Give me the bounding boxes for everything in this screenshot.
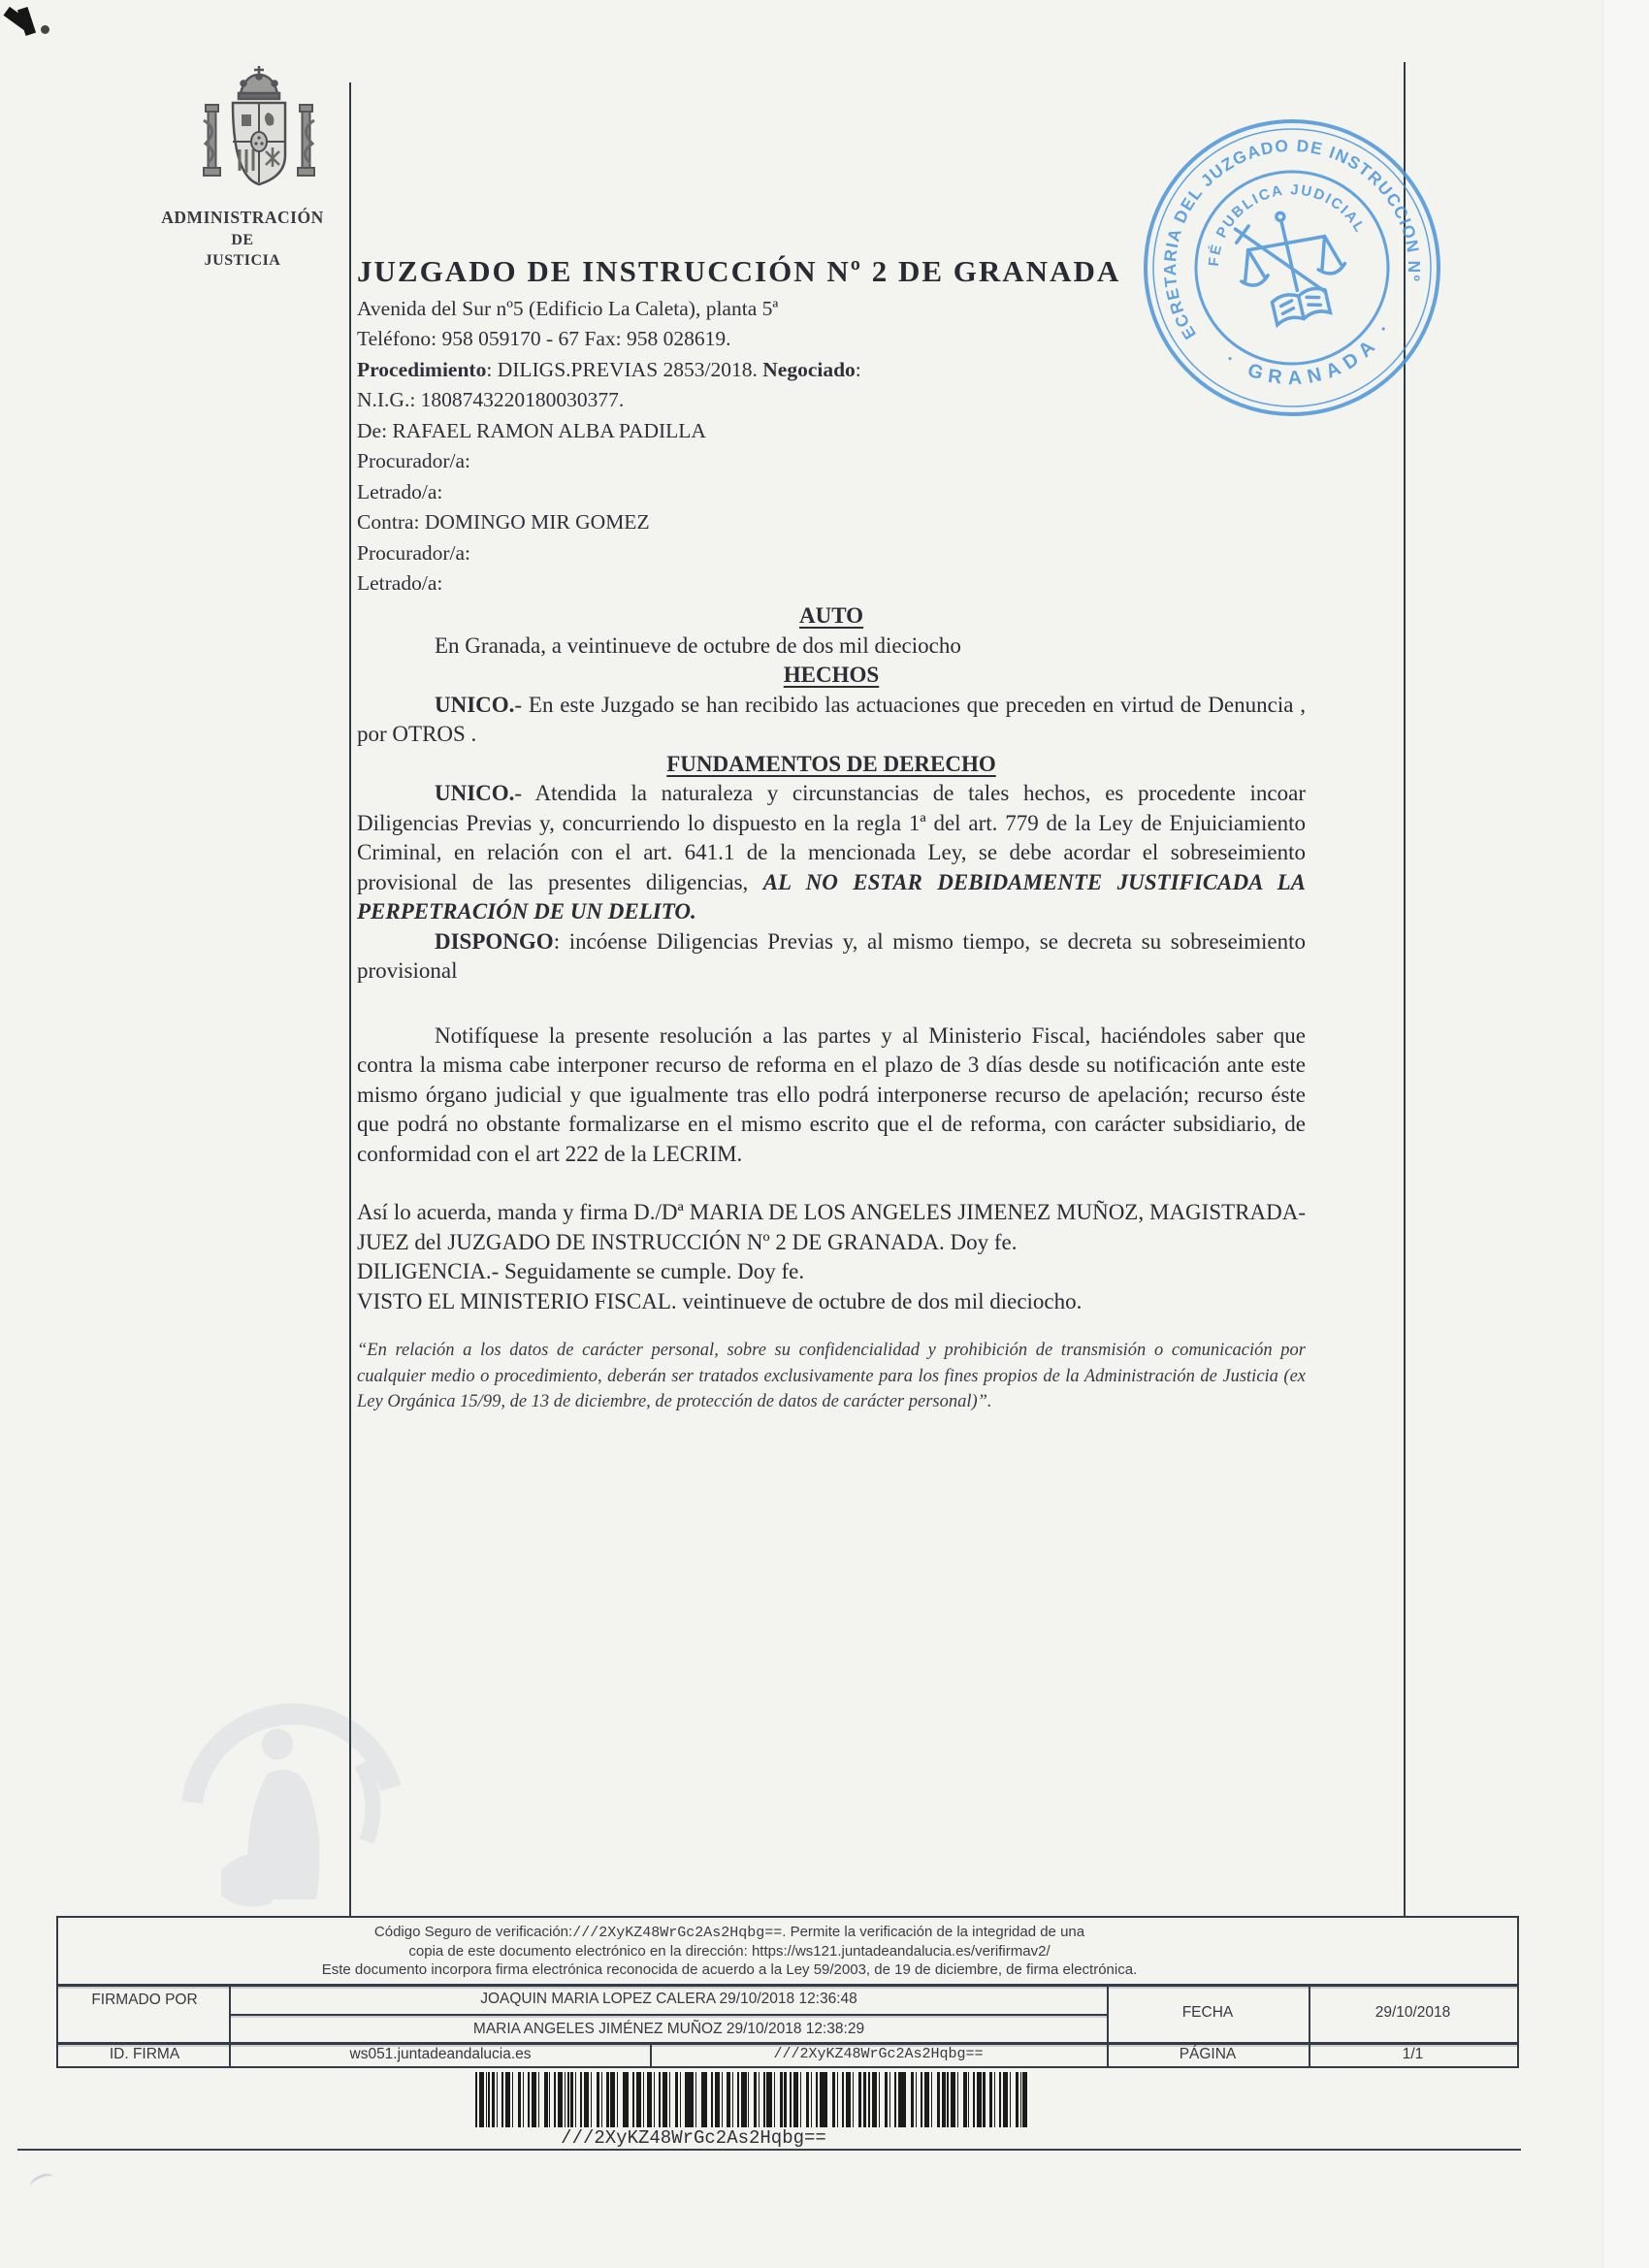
- verification-line-1: [374, 1923, 1084, 1942]
- org-name-line: ADMINISTRACIÓN: [161, 208, 324, 227]
- fundamentos-heading: [357, 750, 1306, 780]
- procurador-line: Procurador/a:: [357, 449, 471, 472]
- scan-page-edge: [1602, 0, 1649, 2268]
- auto-heading: [357, 601, 1306, 632]
- background-watermark: [153, 1579, 425, 1928]
- verification-code: ///2XyKZ48WrGc2As2Hqbg==: [572, 1925, 783, 1941]
- pagina-label: PÁGINA: [1179, 2045, 1237, 2062]
- verification-text: . Permite la verificación de la integridad de una: [782, 1924, 1085, 1940]
- id-firma-host: ws051.juntadeandalucia.es: [349, 2045, 532, 2062]
- asi-lo-acuerda-paragraph: Así lo acuerda, manda y firma D./Dª MARIA DE LOS ANGELES JIMENEZ MUÑOZ, MAGISTRADA-JUEZ del JUZGADO DE INSTRUCCIÓN Nº 2 DE GRANADA. Doy fe.: [357, 1200, 1306, 1254]
- paragraph-emphasis: AL NO ESTAR DEBIDAMENTE JUSTIFICADA LA PERPETRACIÓN DE UN DELITO.: [357, 869, 1306, 923]
- hechos-paragraph: [357, 691, 1306, 750]
- diligencia-line: DILIGENCIA.- Seguidamente se cumple. Doy fe.: [357, 1259, 805, 1283]
- court-phone-fax: Teléfono: 958 059170 - 67 Fax: 958 028619.: [357, 327, 731, 350]
- org-name-line: JUSTICIA: [204, 252, 281, 269]
- resolution-body: [357, 601, 1306, 1415]
- fundamentos-heading-text: FUNDAMENTOS DE DERECHO: [666, 751, 996, 776]
- fecha-label: FECHA: [1181, 2004, 1234, 2021]
- scan-artifact: [41, 25, 49, 34]
- date-line: En Granada, a veintinueve de octubre de dos mil dieciocho: [435, 632, 961, 658]
- verification-line-3: Este documento incorpora firma electrónica reconocida de acuerdo a la Ley 59/2003, de 19 de diciembre, de firma electrónica.: [321, 1961, 1138, 1978]
- negociado-label: Negociado: [762, 358, 856, 381]
- procurador-line: Procurador/a:: [357, 541, 471, 565]
- hechos-heading-text: HECHOS: [783, 663, 880, 687]
- visto-line: VISTO EL MINISTERIO FISCAL. veintinueve de octubre de dos mil dieciocho.: [357, 1288, 1083, 1313]
- procedure-label: Procedimiento: [357, 358, 487, 381]
- fecha-value: 29/10/2018: [1374, 2004, 1451, 2021]
- verification-text: Código Seguro de verificación:: [373, 1924, 573, 1940]
- paragraph-lead: UNICO.: [435, 781, 515, 805]
- letrado-line: Letrado/a:: [357, 571, 443, 595]
- claimant-line: De: RAFAEL RAMON ALBA PADILLA: [357, 419, 706, 442]
- scan-artifact: [17, 7, 36, 36]
- notifiquese-paragraph: Notifíquese la presente resolución a las partes y al Ministerio Fiscal, haciéndoles saber que contra la misma cabe interponer recurso de reforma en el plazo de 3 días desde su notificación ante este mismo órgano judicial y que igualmente tras ello podrá interponerse recurso de apelación; recurso éste que podrá no obstante formalizarse en el mismo escrito que el de reforma, con carácter subsidiario, de conformidad con el art 222 de la LECRIM.: [357, 1022, 1306, 1166]
- court-address: Avenida del Sur nº5 (Edificio La Caleta), planta 5ª: [357, 297, 779, 320]
- pagina-value: 1/1: [1402, 2045, 1424, 2062]
- verification-barcode: [475, 2072, 1028, 2127]
- id-firma-label: ID. FIRMA: [109, 2045, 180, 2062]
- id-firma-code: ///2XyKZ48WrGc2As2Hqbg==: [773, 2046, 984, 2062]
- letrado-line: Letrado/a:: [357, 480, 443, 503]
- procedure-value: : DILIGS.PREVIAS 2853/2018.: [486, 358, 763, 381]
- paragraph-lead: DISPONGO: [435, 928, 554, 954]
- signer-row: MARIA ANGELES JIMÉNEZ MUÑOZ 29/10/2018 12:38:29: [472, 2020, 865, 2037]
- stamp-justice-emblem: [1228, 201, 1354, 330]
- signature-verification-table: [56, 1916, 1519, 2068]
- defendant-line: Contra: DOMINGO MIR GOMEZ: [357, 510, 650, 534]
- paragraph-text: - En este Juzgado se han recibido las actuaciones que preceden en virtud de Denuncia , por OTROS .: [357, 692, 1306, 746]
- paragraph-text: : incóense Diligencias Previas y, al mismo tiempo, se decreta su sobreseimiento provisional: [357, 928, 1306, 983]
- org-name-line: DE: [231, 232, 254, 248]
- negociado-value: :: [855, 358, 861, 381]
- verification-line-2: copia de este documento electrónico en la dirección: https://ws121.juntadeandalucia.es/verifirmav2/: [408, 1943, 1051, 1960]
- spain-coat-of-arms-icon: [190, 62, 328, 208]
- auto-heading-text: AUTO: [798, 603, 864, 628]
- svg-text:· GRANADA ·: [1218, 311, 1407, 406]
- privacy-disclaimer: “En relación a los datos de carácter personal, sobre su confidencialidad y prohibición de transmisión o comunicación por cualquier medio o procedimiento, deberán ser tratados exclusivamente para los fines propios de la Administración de Justicia (ex Ley Orgánica 15/99, de 13 de diciembre, de protección de datos de carácter personal)”.: [357, 1341, 1306, 1411]
- dispongo-paragraph: [357, 927, 1306, 987]
- scan-artifact: [27, 2171, 55, 2192]
- stamp-outer-text: SECRETARIA DEL JUZGADO DE INSTRUCCION Nº 2: [1159, 135, 1425, 343]
- signer-row: JOAQUIN MARIA LOPEZ CALERA 29/10/2018 12:36:48: [480, 1990, 857, 2007]
- verification-code-block: [58, 1918, 1517, 1984]
- firmado-por-label: FIRMADO POR: [91, 1992, 198, 2008]
- barcode-caption: ///2XyKZ48WrGc2As2Hqbg==: [561, 2127, 826, 2149]
- stamp-bottom-text: · GRANADA ·: [1221, 314, 1399, 390]
- paragraph-lead: UNICO.: [435, 692, 515, 717]
- nig-number: N.I.G.: 1808743220180030377.: [357, 388, 625, 411]
- page-bottom-rule: [17, 2149, 1521, 2151]
- fundamentos-paragraph: [357, 779, 1306, 927]
- court-title: JUZGADO DE INSTRUCCIÓN Nº 2 DE GRANADA: [357, 254, 1121, 288]
- paragraph-text: - Atendida la naturaleza y circunstancias de tales hechos, es procedente incoar Diligencias Previas y, concurriendo lo dispuesto en la regla 1ª del art. 779 de la Ley de Enjuiciamiento Criminal, en relación con el art. 641.1 de la mencionada Ley, se debe acordar el sobreseimiento provisional de las presentes diligencias,: [357, 781, 1306, 894]
- stamp-inner-text: FÉ PUBLICA JUDICIAL: [1205, 181, 1369, 268]
- hechos-heading: [357, 661, 1306, 691]
